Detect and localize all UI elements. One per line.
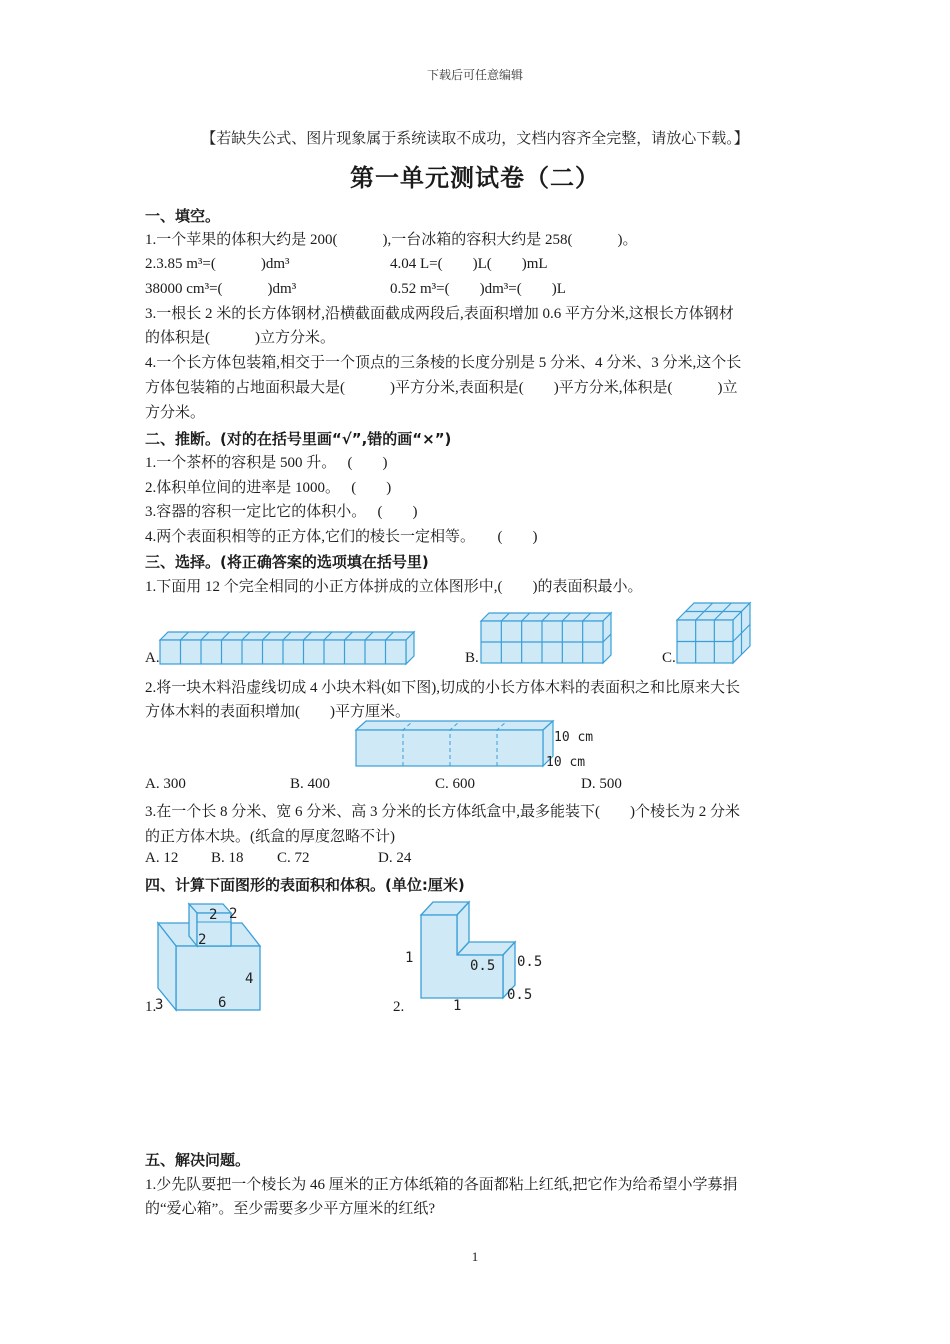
fig2-label-c: 0.5 [507,987,533,1003]
notice: 【若缺失公式、图片现象属于系统读取不成功，文档内容齐全完整，请放心下载。】 [201,129,749,147]
s3-q3-choice-b: B. 18 [211,850,244,866]
s3-q2-choice-a: A. 300 [145,776,186,792]
s3-q2-choice-b: B. 400 [290,776,331,792]
wood-width-label: 10 cm [546,755,586,770]
option-a-label: A. [145,650,160,666]
s3-q2-choice-c: C. 600 [435,776,476,792]
s1-q1: 1.一个苹果的体积大约是 200( ),一台冰箱的容积大约是 258( )。 [145,232,638,248]
s1-q2b: 4.04 L=( )L( )mL [390,256,548,272]
s5-q1a: 1.少先队要把一个棱长为 46 厘米的正方体纸箱的各面都粘上红纸,把它作为给希望小学募捐 [145,1177,738,1193]
figure-option-c [672,598,757,668]
fig1-number: 1. [145,999,157,1015]
fig2-number: 2. [393,999,405,1015]
fig2-height-label: 1 [405,950,414,966]
s1-q2c: 38000 cm³=( )dm³ [145,281,297,297]
s2-q2: 2.体积单位间的进率是 1000。 ( ) [145,480,392,496]
fig2-label-a: 0.5 [470,958,496,974]
s1-q4c: 方分米。 [145,405,206,421]
section-4-heading: 四、计算下面图形的表面积和体积。(单位:厘米) [145,876,465,894]
s1-q2d: 0.52 m³=( )dm³=( )L [390,281,566,297]
s3-q3b: 的正方体木块。(纸盒的厚度忽略不计) [145,829,395,845]
figure-1-solid [150,900,270,1015]
s3-q3-choice-d: D. 24 [378,850,412,866]
s1-q3a: 3.一根长 2 米的长方体钢材,沿横截面截成两段后,表面积增加 0.6 平方分米,这根长方体钢材 [145,306,734,322]
fig1-height-label: 4 [245,971,254,987]
section-5-heading: 五、解决问题。 [145,1151,251,1169]
s3-q2b: 方体木料的表面积增加( )平方厘米。 [145,704,410,720]
s2-q1: 1.一个茶杯的容积是 500 升。 ( ) [145,455,388,471]
s3-q3-choice-c: C. 72 [277,850,310,866]
s1-q3b: 的体积是( )立方分米。 [145,330,335,346]
option-b-label: B. [465,650,479,666]
s3-q2a: 2.将一块木料沿虚线切成 4 小块木料(如下图),切成的小长方体木料的表面积之和比原来大长 [145,680,740,696]
fig1-depth-label: 3 [155,997,164,1013]
section-2-heading: 二、推断。(对的在括号里画“√”,错的画“×”) [145,430,452,448]
wood-block-figure [350,716,610,772]
fig1-top-height-label: 2 [198,932,207,948]
section-3-heading: 三、选择。(将正确答案的选项填在括号里) [145,553,429,571]
s2-q3: 3.容器的容积一定比它的体积小。 ( ) [145,504,418,520]
s1-q4b: 方体包装箱的占地面积最大是( )平方分米,表面积是( )平方分米,体积是( )立 [145,380,738,396]
figure-2-solid [398,895,548,1015]
fig1-width-label: 6 [218,995,227,1011]
s1-q2a: 2.3.85 m³=( )dm³ [145,256,290,272]
wood-height-label: 10 cm [554,730,594,745]
page-number: 1 [471,1249,479,1264]
fig2-width-label: 1 [453,998,462,1014]
fig1-top-depth-label: 2 [229,906,238,922]
section-1-heading: 一、填空。 [145,207,221,225]
s5-q1b: 的“爱心箱”。至少需要多少平方厘米的红纸? [145,1201,435,1217]
figure-option-a [155,628,420,668]
page-title: 第一单元测试卷（二） [350,163,600,192]
s3-q3a: 3.在一个长 8 分米、宽 6 分米、高 3 分米的长方体纸盒中,最多能装下( )个棱长为 2 分米 [145,804,740,820]
fig2-label-b: 0.5 [517,954,543,970]
option-c-label: C. [662,650,676,666]
s2-q4: 4.两个表面积相等的正方体,它们的棱长一定相等。 ( ) [145,529,538,545]
fig1-top-width-label: 2 [209,907,218,923]
page-header: 下载后可任意编辑 [426,68,523,82]
figure-option-b [476,608,616,668]
s1-q4a: 4.一个长方体包装箱,相交于一个顶点的三条棱的长度分别是 5 分米、4 分米、3 分米,这个长 [145,355,742,371]
s3-q2-choice-d: D. 500 [581,776,622,792]
s3-q1: 1.下面用 12 个完全相同的小正方体拼成的立体图形中,( )的表面积最小。 [145,579,643,595]
s3-q3-choice-a: A. 12 [145,850,179,866]
